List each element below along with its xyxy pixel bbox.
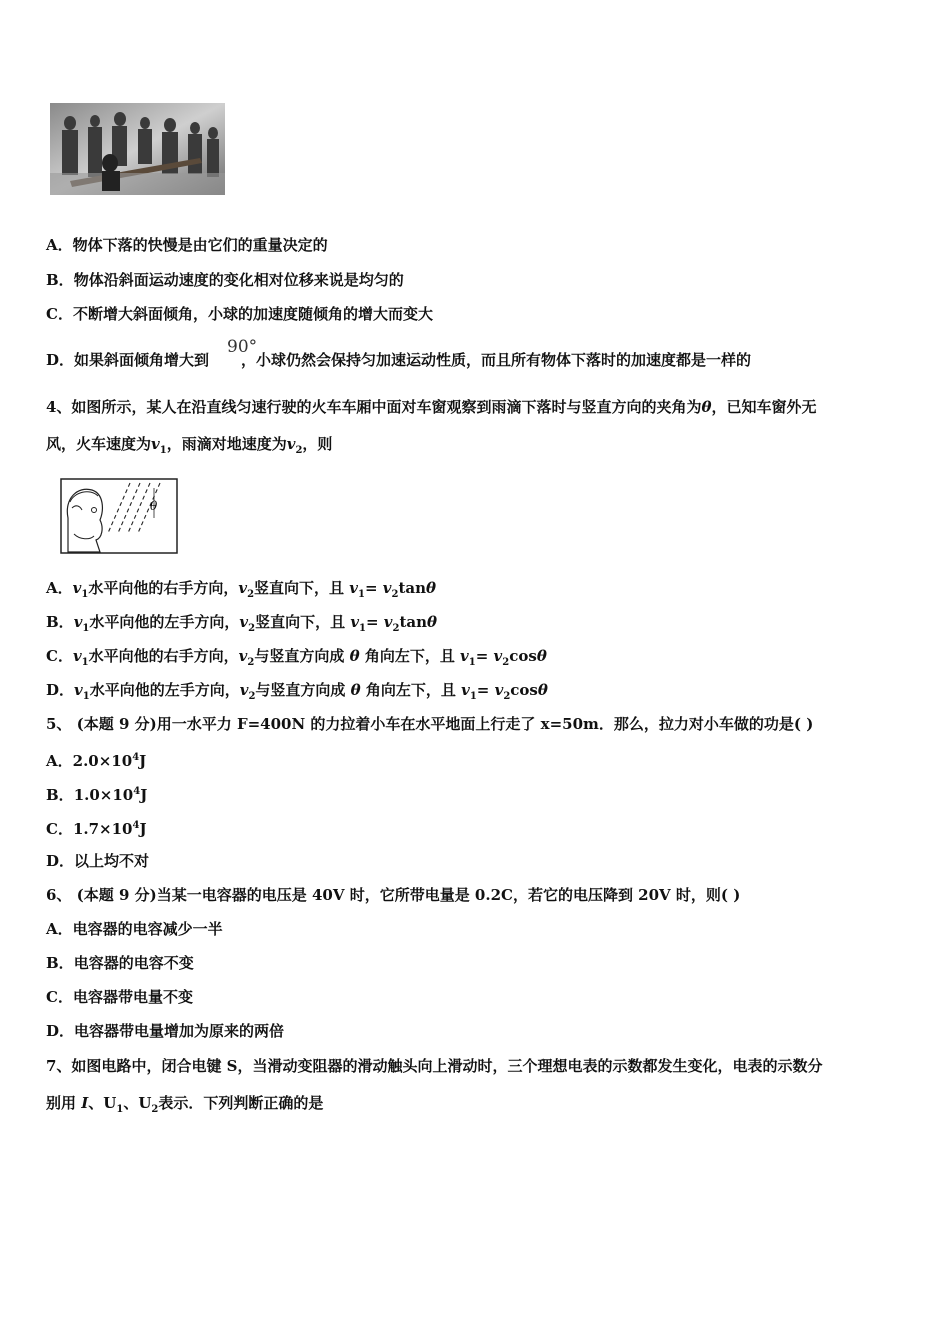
q4-stem-line2: 风，火车速度为$v_1$，雨滴对地速度为$v_2$，则 xyxy=(46,435,333,456)
q6-option-c: C．电容器带电量不变 xyxy=(46,988,193,1006)
train-window-rain-figure xyxy=(60,478,178,554)
q3-option-a: A．物体下落的快慢是由它们的重量决定的 xyxy=(46,236,328,254)
q3-option-d: D．如果斜面倾角增大到 ，小球仍然会保持匀加速运动性质，而且所有物体下落时的加速度都是一样的 xyxy=(46,351,752,369)
q5-stem: 5、 (本题 9 分)用一水平力 F=400N 的力拉着小车在水平地面上行走了 x=50m．那么，拉力对小车做的功是( ) xyxy=(46,715,814,733)
q7-stem-line1: 7、如图电路中，闭合电键 S，当滑动变阻器的滑动触头向上滑动时，三个理想电表的示数都发生变化，电表的示数分 xyxy=(46,1057,823,1075)
q4-option-b: B．$v_1$水平向他的左手方向，$v_2$竖直向下，且 $v_1= v_2\tan\theta$ xyxy=(46,613,438,634)
q3-option-b: B．物体沿斜面运动速度的变化相对位移来说是均匀的 xyxy=(46,271,404,289)
q6-option-a: A．电容器的电容减少一半 xyxy=(46,920,223,938)
q7-stem-line2: 别用 I、$U_1$、$U_2$表示．下列判断正确的是 xyxy=(46,1094,324,1115)
q5-option-d: D．以上均不对 xyxy=(46,852,150,870)
q6-option-b: B．电容器的电容不变 xyxy=(46,954,194,972)
q6-stem: 6、 (本题 9 分)当某一电容器的电压是 40V 时，它所带电量是 0.2C，若它的电压降到 20V 时，则( ) xyxy=(46,886,741,904)
q3-option-c: C．不断增大斜面倾角，小球的加速度随倾角的增大而变大 xyxy=(46,305,433,323)
q5-option-a: A．$2.0\times 10^4J$ xyxy=(46,752,147,770)
angle-90-degree: 90° xyxy=(227,337,258,357)
q5-option-c: C．$1.7\times 10^4J$ xyxy=(46,820,147,838)
q4-option-c: C．$v_1$水平向他的右手方向，$v_2$与竖直方向成 θ 角向左下，且 $v_1= v_2\cos\theta$ xyxy=(46,647,547,668)
figure-theta-label: θ xyxy=(150,499,158,513)
q4-stem-line1: 4、如图所示，某人在沿直线匀速行驶的火车车厢中面对车窗观察到雨滴下落时与竖直方向的夹角为θ，已知车窗外无 xyxy=(46,398,817,416)
q6-option-d: D．电容器带电量增加为原来的两倍 xyxy=(46,1022,285,1040)
q4-option-a: A．$v_1$水平向他的右手方向，$v_2$竖直向下，且 $v_1= v_2\tan\theta$ xyxy=(46,579,437,600)
q4-option-d: D．$v_1$水平向他的左手方向，$v_2$与竖直方向成 θ 角向左下，且 $v_1= v_2\cos\theta$ xyxy=(46,681,548,702)
q5-option-b: B．$1.0\times 10^4J$ xyxy=(46,786,148,804)
galileo-painting-figure xyxy=(50,103,225,195)
